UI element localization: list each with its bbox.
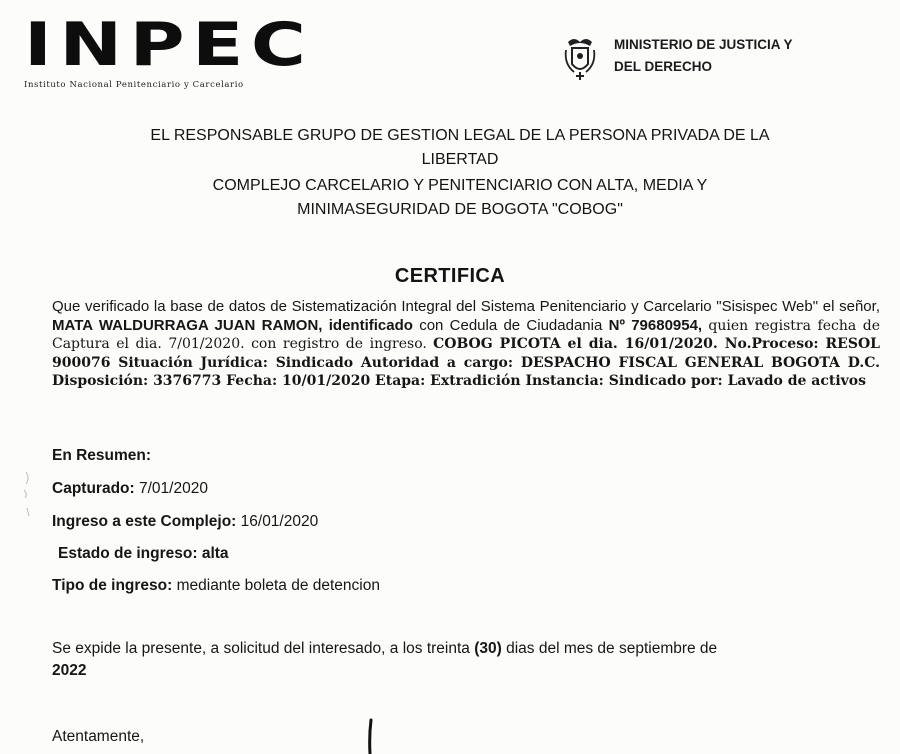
closing-text-after: dias del mes de septiembre de [501, 640, 718, 657]
type-value: mediante boleta de detencion [176, 577, 380, 594]
captured-label: Capturado: [52, 480, 135, 497]
id-number: Nº 79680954, [608, 316, 703, 334]
certifica-title: CERTIFICA [394, 265, 506, 287]
coat-of-arms-icon [560, 34, 600, 84]
summary-entry [52, 513, 318, 531]
body-process-details: COBOG PICOTA el dia. 16/01/2020. No.Proceso: RESOL 900076 Situación Jurídica: Sindicado Autoridad a cargo: DESPACHO FISCAL GENERAL BOGOTA D.C. Disposición: 3376773 Fecha: 10/01/2020 Etapa: Extradición Instancia: Sindicado por: Lavado de activos [52, 336, 881, 389]
issuer-heading [40, 124, 880, 172]
ministry-line-1: MINISTERIO DE JUSTICIA Y [614, 37, 793, 52]
farewell: Atentamente, [52, 728, 145, 745]
closing-year: 2022 [52, 662, 87, 679]
ministry-header [560, 34, 793, 84]
closing-text-before: Se expide la presente, a solicitud del interesado, a los treinta [52, 640, 475, 657]
complex-heading-line-1: COMPLEJO CARCELARIO Y PENITENCIARIO CON ALTA, MEDIA Y [212, 177, 708, 194]
complex-heading-line-2: MINIMASEGURIDAD DE BOGOTA "COBOG" [297, 201, 623, 218]
logo-wordmark: INPEC [24, 10, 314, 80]
entry-value: 16/01/2020 [240, 513, 319, 530]
type-label: Tipo de ingreso: [52, 577, 173, 594]
certificate-body [52, 298, 880, 391]
person-name: MATA WALDURRAGA JUAN RAMON, identificado [52, 316, 413, 334]
signature-stroke-icon [360, 718, 380, 754]
issuer-heading-line-2: LIBERTAD [421, 151, 499, 168]
summary-captured [52, 480, 208, 498]
captured-value: 7/01/2020 [138, 480, 208, 497]
summary-state: Estado de ingreso: alta [58, 545, 229, 562]
body-intro: Que verificado la base de datos de Sistematización Integral del Sistema Penitenciario y Carcelario "Sisispec Web" el señor, [52, 298, 880, 315]
summary-heading: En Resumen: [52, 447, 152, 464]
logo-subtitle: Instituto Nacional Penitenciario y Carcelario [24, 80, 244, 90]
body-id-text: con Cedula de Ciudadania [412, 316, 609, 334]
inpec-logo [24, 10, 314, 90]
complex-heading [40, 174, 880, 222]
ministry-line-2: DEL DERECHO [614, 59, 713, 74]
closing-statement [52, 638, 882, 682]
summary-type [52, 577, 380, 595]
issuer-heading-line-1: EL RESPONSABLE GRUPO DE GESTION LEGAL DE LA PERSONA PRIVADA DE LA [150, 127, 770, 144]
entry-label: Ingreso a este Complejo: [52, 513, 237, 530]
body-capture-text: quien registra fecha de Captura el dia. 7/01/2020. con registro de ingreso. [52, 317, 881, 352]
margin-scribble-icon [18, 468, 38, 528]
closing-day-number: (30) [474, 640, 502, 657]
